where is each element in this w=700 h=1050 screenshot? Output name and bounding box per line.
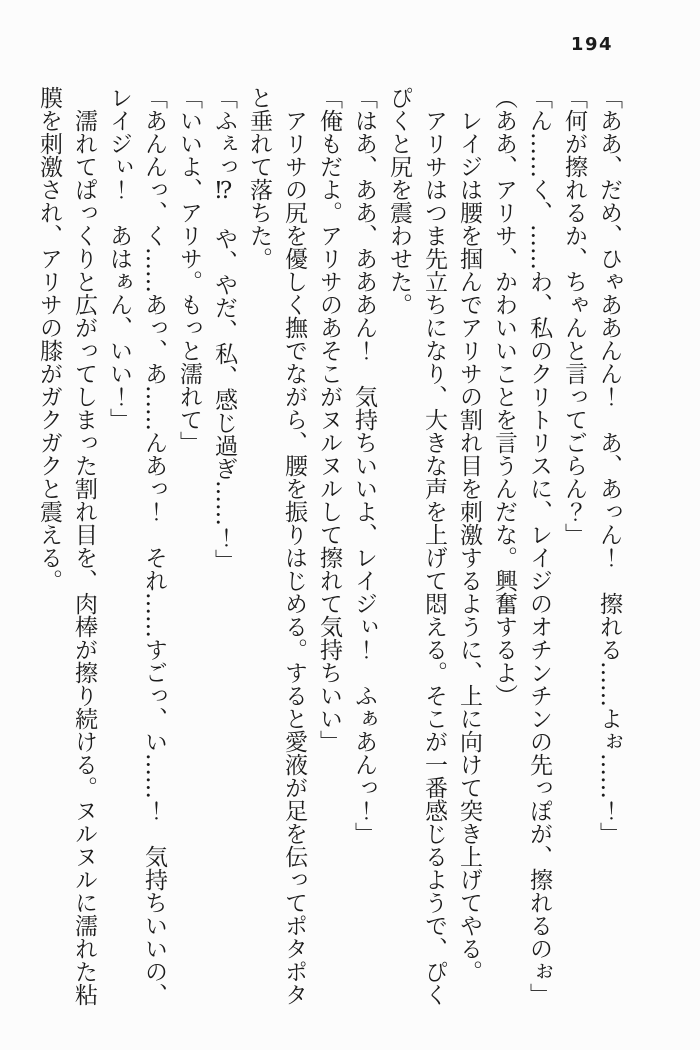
- text-line-9: 「俺もだよ。アリサのあそこがヌルヌルして擦れて気持ちいい」: [316, 86, 342, 753]
- text-line-17: 膜を刺激され、アリサの膝がガクガクと震える。: [36, 86, 62, 592]
- text-line-1: 「ああ、だめ、ひゃああんん！ あ、あっん！ 擦れる……よぉ……！」: [596, 86, 622, 845]
- text-line-6: アリサはつま先立ちになり、大きな声を上げて悶える。そこが一番感じるようで、ぴく: [421, 86, 447, 1006]
- page-number: 194: [570, 34, 613, 55]
- text-line-12: 「ふぇっ⁉ や、やだ、私、感じ過ぎ……！」: [211, 86, 237, 572]
- text-line-13: 「いいよ、アリサ。もっと濡れて」: [176, 86, 202, 454]
- text-line-8: 「はあ、ああ、あああん！ 気持ちいいよ、レイジぃ！ ふぁあんっ！」: [351, 86, 377, 845]
- text-line-5: レイジは腰を掴んでアリサの割れ目を刺激するように、上に向けて突き上げてやる。: [456, 86, 482, 983]
- text-line-2: 「何が擦れるか、ちゃんと言ってごらん？」: [561, 86, 587, 546]
- text-line-3: 「ん……く、……わ、私のクリトリスに、レイジのオチンチンの先っぽが、擦れるのぉ」: [526, 86, 552, 1006]
- text-block: [31, 86, 626, 1014]
- text-line-11: と垂れて落ちた。: [246, 86, 272, 270]
- text-line-4: （ああ、アリサ、かわいいことを言うんだな。興奮するよ）: [491, 86, 517, 707]
- text-line-10: アリサの尻を優しく撫でながら、腰を振りはじめる。すると愛液が足を伝ってポタポタ: [281, 86, 307, 1006]
- text-line-14: 「あんんっ、く……あっ、あ……んあっ！ それ……すごっ、い……！ 気持ちいいの、: [141, 86, 167, 1006]
- text-line-15: レイジぃ！ あはぁん、いい！」: [106, 86, 132, 431]
- text-line-16: 濡れてぱっくりと広がってしまった割れ目を、肉棒が擦り続ける。ヌルヌルに濡れた粘: [71, 86, 97, 1006]
- text-line-7: ぴくと尻を震わせた。: [386, 86, 412, 316]
